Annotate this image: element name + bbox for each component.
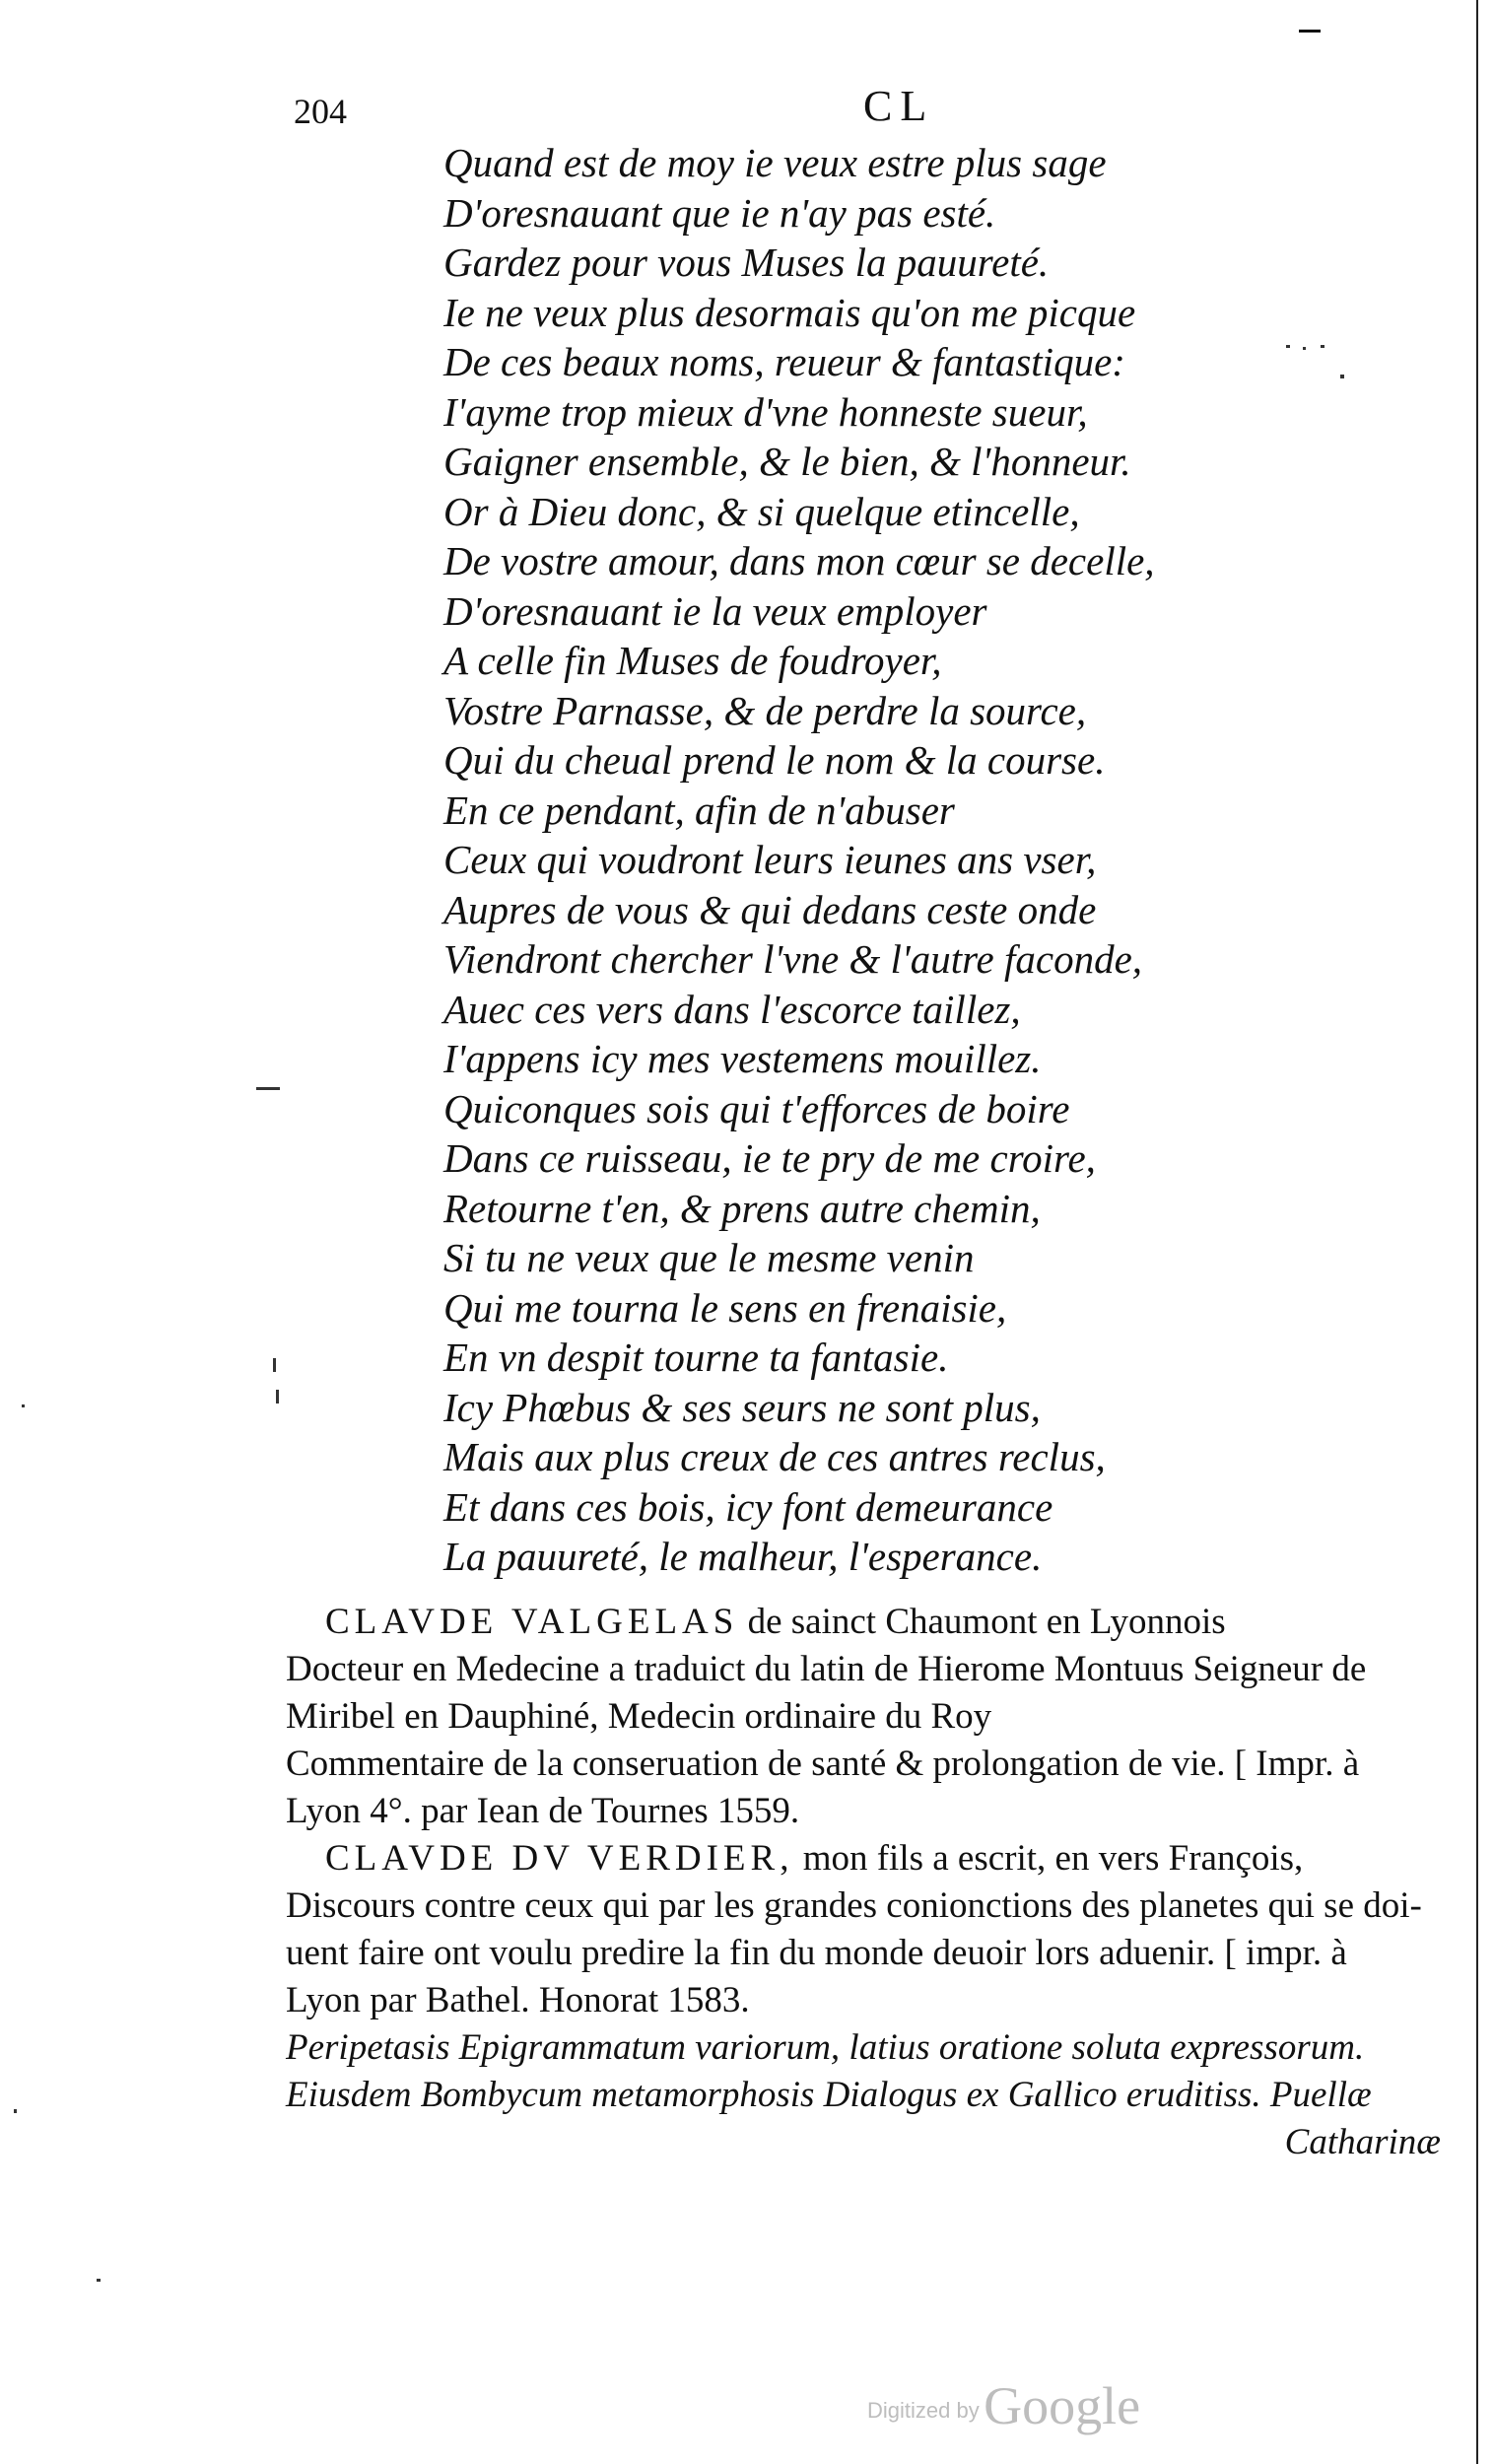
ink-speck [22,1404,25,1407]
entry-author-name: CLAVDE DV VERDIER, [325,1838,794,1879]
poem-line: De ces beaux noms, reueur & fantastique: [443,339,1125,384]
page-number: 204 [294,92,347,131]
ink-speck [1321,345,1324,348]
catchword: Catharinæ [1284,2122,1441,2162]
poem-line: Gaigner ensemble, & le bien, & l'honneur. [443,439,1131,484]
poem-line: Ie ne veux plus desormais qu'on me picque [443,289,1136,335]
entry-verdier [286,1835,1441,2166]
entry-valgelas [286,1599,1441,1835]
poem-line: Or à Dieu donc, & si quelque etincelle, [443,488,1080,534]
entry-line: Docteur en Medecine a traduict du latin de Hierome Montuus Seigneur de [286,1649,1367,1689]
digitized-watermark [867,2375,1140,2436]
entry-line: Lyon 4°. par Iean de Tournes 1559. [286,1791,800,1831]
ink-speck [276,1390,279,1403]
poem-line: De vostre amour, dans mon cœur se decelle, [443,538,1155,583]
poem-line: A celle fin Muses de foudroyer, [443,638,942,683]
poem-line: En ce pendant, afin de n'abuser [443,787,955,833]
poem-line: Et dans ces bois, icy font demeurance [443,1483,1053,1530]
poem-line: Quand est de moy ie veux estre plus sage [443,140,1107,185]
entry-line [286,1599,1441,1646]
entry-line [286,1835,1441,1882]
entry-line: Discours contre ceux qui par les grandes conionctions des planetes qui se doi- [286,1885,1422,1926]
poem-line: Auec ces vers dans l'escorce taillez, [443,986,1021,1032]
poem-line: La pauureté, le malheur, l'esperance. [443,1534,1043,1579]
poem-line: En vn despit tourne ta fantasie. [443,1335,949,1380]
poem-line: D'oresnauant ie la veux employer [443,587,987,634]
poem-line: Si tu ne veux que le mesme venin [443,1235,975,1280]
poem-line: Mais aux plus creux de ces antres reclus, [443,1434,1106,1479]
watermark-logo-text: Google [984,2376,1141,2435]
poem-line: Retourne t'en, & prens autre chemin, [443,1185,1041,1231]
ink-speck [1303,347,1306,350]
entry-line: Peripetasis Epigrammatum variorum, latius oratione soluta expressorum. [286,2027,1365,2068]
poem-line: Aupres de vous & qui dedans ceste onde [443,886,1097,932]
top-mark [1299,30,1321,33]
poem-line: Dans ce ruisseau, ie te pry de me croire, [443,1135,1096,1181]
ink-speck [14,2109,17,2113]
poem-line: Icy Phœbus & ses seurs ne sont plus, [443,1384,1041,1430]
poem-line: Ceux qui voudront leurs ieunes ans vser, [443,837,1097,882]
ink-speck [1340,375,1344,378]
poem-line: Quiconques sois qui t'efforces de boire [443,1085,1070,1131]
entry-text: de sainct Chaumont en Lyonnois [747,1602,1226,1642]
entry-line: Commentaire de la conseruation de santé & prolongation de vie. [ Impr. à [286,1744,1360,1784]
running-head: CL [863,82,935,130]
entry-text: mon fils a escrit, en vers François, [802,1838,1304,1879]
poem-line: Qui me tourna le sens en frenaisie, [443,1284,1007,1331]
page-edge-line [1476,0,1478,2464]
ink-speck [256,1087,280,1090]
ink-speck [97,2279,101,2282]
entry-line: Miribel en Dauphiné, Medecin ordinaire du Roy [286,1696,992,1737]
entry-author-name: CLAVDE VALGELAS [325,1602,739,1642]
entry-line: uent faire ont voulu predire la fin du monde deuoir lors aduenir. [ impr. à [286,1933,1347,1973]
poem-line: Viendront chercher l'vne & l'autre faconde, [443,936,1143,982]
poem-line: I'appens icy mes vestemens mouillez. [443,1036,1042,1081]
poem-line: I'ayme trop mieux d'vne honneste sueur, [443,388,1088,435]
poem-line: Gardez pour vous Muses la pauureté. [443,240,1050,285]
poem-block [443,138,1232,1582]
poem-line: D'oresnauant que ie n'ay pas esté. [443,189,996,236]
ink-speck [273,1358,276,1372]
entry-line: Lyon par Bathel. Honorat 1583. [286,1980,750,2020]
poem-line: Qui du cheual prend le nom & la course. [443,737,1106,783]
watermark-small-text: Digitized by [867,2398,980,2423]
entry-line: Eiusdem Bombycum metamorphosis Dialogus ex Gallico eruditiss. Puellæ [286,2075,1372,2115]
poem-line: Vostre Parnasse, & de perdre la source, [443,687,1087,733]
ink-speck [1286,345,1290,348]
